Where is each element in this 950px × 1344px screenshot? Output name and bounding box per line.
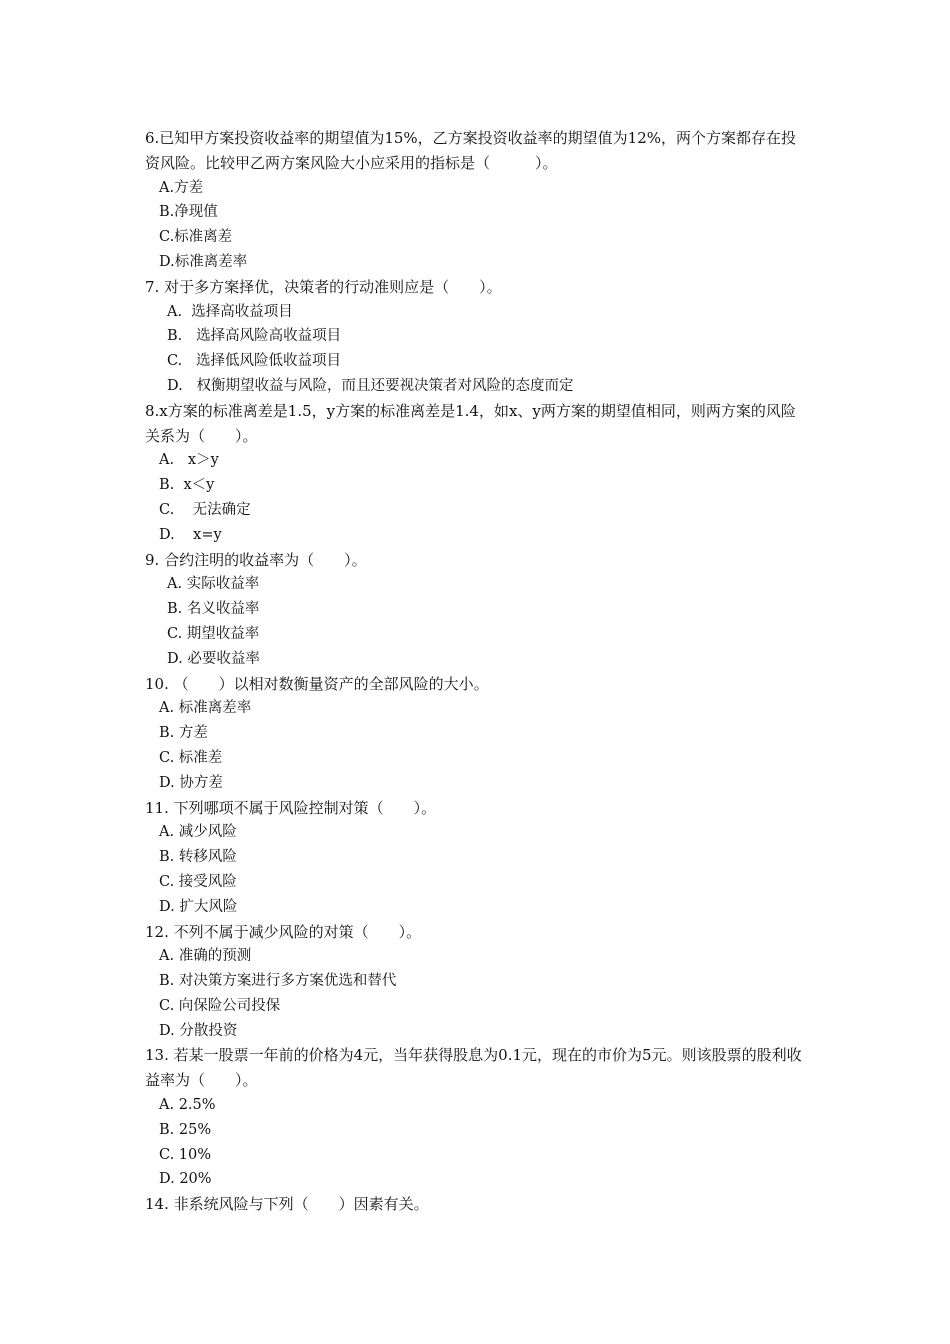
option-b: B. 名义收益率 bbox=[167, 601, 260, 618]
option-a: A. 2.5% bbox=[159, 1097, 216, 1114]
question-14 bbox=[145, 1192, 810, 1217]
question-9 bbox=[145, 548, 810, 672]
question-stem: 9. 合约注明的收益率为（ ）。 bbox=[145, 550, 367, 569]
option-c: C. 接受风险 bbox=[159, 873, 237, 890]
option-d: D.标准离差率 bbox=[159, 253, 248, 270]
question-stem: 14. 非系统风险与下列（ ）因素有关。 bbox=[145, 1195, 429, 1214]
question-13 bbox=[145, 1043, 810, 1192]
question-7 bbox=[145, 275, 810, 399]
option-b: B. 25% bbox=[159, 1121, 212, 1138]
option-a: A. 减少风险 bbox=[159, 824, 237, 841]
option-d: D. 协方差 bbox=[159, 774, 223, 791]
option-c: C. 无法确定 bbox=[159, 501, 251, 518]
option-a: A. x＞y bbox=[159, 452, 219, 469]
option-b: B.净现值 bbox=[159, 204, 218, 221]
question-10 bbox=[145, 672, 810, 796]
question-stem: 7. 对于多方案择优，决策者的行动准则应是（ ）。 bbox=[145, 277, 502, 296]
option-d: D. 分散投资 bbox=[159, 1022, 238, 1039]
option-a: A.方差 bbox=[159, 179, 204, 196]
option-d: D. x=y bbox=[159, 526, 222, 543]
question-6 bbox=[145, 126, 810, 275]
question-stem: 13. 若某一股票一年前的价格为4元，当年获得股息为0.1元，现在的市价为5元。则该股票的股利收益率为（ ）。 bbox=[145, 1046, 802, 1090]
option-a: A. 实际收益率 bbox=[167, 576, 260, 593]
option-d: D. 必要收益率 bbox=[167, 650, 260, 667]
option-c: C.标准离差 bbox=[159, 229, 233, 246]
question-8 bbox=[145, 399, 810, 548]
option-c: C. 期望收益率 bbox=[167, 625, 260, 642]
option-a: A. 准确的预测 bbox=[159, 948, 252, 965]
question-11 bbox=[145, 796, 810, 920]
question-stem: 10. （ ）以相对数衡量资产的全部风险的大小。 bbox=[145, 674, 489, 693]
question-list bbox=[145, 126, 810, 1217]
option-d: D. 扩大风险 bbox=[159, 898, 238, 915]
option-c: C. 10% bbox=[159, 1146, 212, 1163]
option-b: B. 转移风险 bbox=[159, 849, 237, 866]
option-d: D. 权衡期望收益与风险，而且还要视决策者对风险的态度而定 bbox=[167, 377, 574, 394]
option-c: C. 选择低风险低收益项目 bbox=[167, 353, 342, 370]
question-stem: 12. 不列不属于减少风险的对策（ ）。 bbox=[145, 922, 422, 941]
option-b: B. x＜y bbox=[159, 477, 215, 494]
option-a: A. 标准离差率 bbox=[159, 700, 252, 717]
question-stem: 8.x方案的标准离差是1.5，y方案的标准离差是1.4，如x、y两方案的期望值相同，则两方案的风险关系为（ ）。 bbox=[145, 401, 796, 445]
option-b: B. 选择高风险高收益项目 bbox=[167, 328, 342, 345]
question-stem: 11. 下列哪项不属于风险控制对策（ ）。 bbox=[145, 798, 437, 817]
question-12 bbox=[145, 920, 810, 1044]
question-stem: 6.已知甲方案投资收益率的期望值为15%，乙方案投资收益率的期望值为12%，两个方案都存在投资风险。比较甲乙两方案风险大小应采用的指标是（ ）。 bbox=[145, 129, 796, 172]
option-a: A. 选择高收益项目 bbox=[167, 303, 293, 320]
option-d: D. 20% bbox=[159, 1171, 212, 1188]
option-b: B. 对决策方案进行多方案优选和替代 bbox=[159, 973, 397, 990]
option-c: C. 向保险公司投保 bbox=[159, 997, 281, 1014]
option-b: B. 方差 bbox=[159, 725, 208, 742]
option-c: C. 标准差 bbox=[159, 749, 223, 766]
